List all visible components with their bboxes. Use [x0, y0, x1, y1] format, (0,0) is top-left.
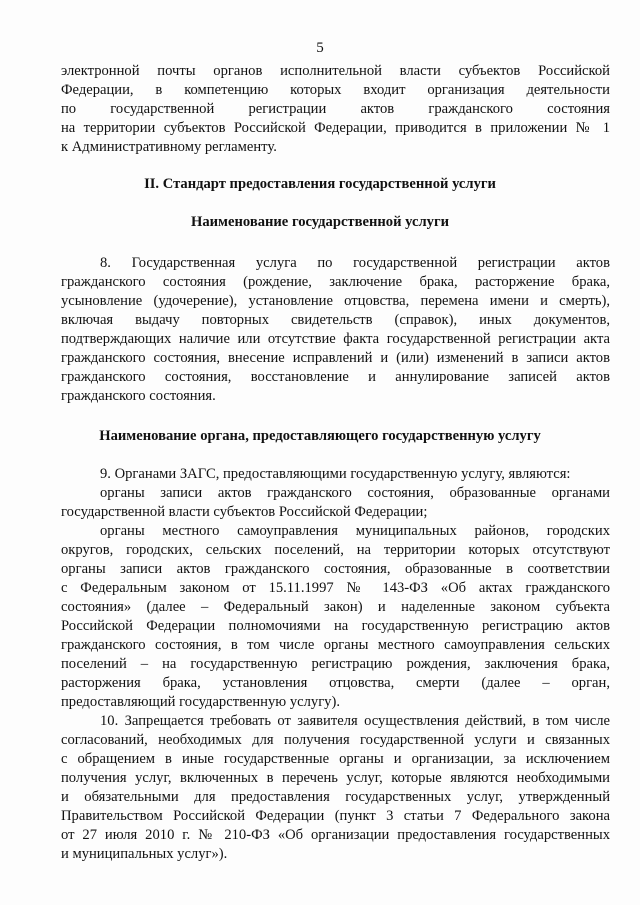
paragraph-8-line: гражданского состояния (рождение, заключение брака, расторжение брака, — [61, 274, 610, 290]
paragraph-9-item-b-line: предоставляющий государственную услугу). — [61, 694, 340, 710]
paragraph-10-line: согласований, необходимых для получения государственной услуги и связанных — [61, 732, 610, 748]
paragraph-9-item-b-line: состояния» (далее – Федеральный закон) и наделенные законом субъекта — [61, 599, 610, 615]
page-number: 5 — [316, 40, 324, 56]
paragraph-8-line: 8. Государственная услуга по государственной регистрации актов — [100, 255, 610, 271]
paragraph-8-line: подтверждающих наличие или отсутствие факта государственной регистрации акта — [61, 331, 610, 347]
paragraph-9-item-a-line: государственной власти субъектов Российской Федерации; — [61, 504, 428, 520]
paragraph-9-item-b-line: Российской Федерации полномочиями на государственную регистрацию актов — [61, 618, 610, 634]
paragraph-8-line: гражданского состояния, восстановление и аннулирование записей актов — [61, 369, 610, 385]
section-heading: II. Стандарт предоставления государственной услуги — [144, 176, 496, 192]
paragraph-9-item-b-line: гражданского состояния, в том числе органы местного самоуправления сельских — [61, 637, 610, 653]
subheading-service-name: Наименование государственной услуги — [191, 214, 449, 230]
paragraph-10-line: от 27 июля 2010 г. № 210-ФЗ «Об организации предоставления государственных — [61, 827, 610, 843]
paragraph-9-item-b-line: округов, городских, сельских поселений, на территории которых отсутствуют — [61, 542, 610, 558]
paragraph-10-line: получения услуг, включенных в перечень услуг, которые являются необходимыми — [61, 770, 610, 786]
subheading-organ: Наименование органа, предоставляющего государственную услугу — [99, 428, 541, 444]
paragraph-10-line: с обращением в иные государственные органы и организации, за исключением — [61, 751, 610, 767]
paragraph-9-item-b-line: расторжения брака, установления отцовства, смерти (далее – орган, — [61, 675, 610, 691]
paragraph-8-line: гражданского состояния, внесение исправлений и (или) изменений в записи актов — [61, 350, 610, 366]
paragraph-9-item-b-line: поселений – на государственную регистрацию рождения, заключения брака, — [61, 656, 610, 672]
text-line: электронной почты органов исполнительной власти субъектов Российской — [61, 63, 610, 79]
paragraph-8-line: включая выдачу повторных свидетельств (справок), иных документов, — [61, 312, 610, 328]
paragraph-10-line: и обязательными для предоставления государственных услуг, утвержденный — [61, 789, 610, 805]
paragraph-9-item-b-line: органы местного самоуправления муниципальных районов, городских — [100, 523, 610, 539]
paragraph-8-line: гражданского состояния. — [61, 388, 216, 404]
paragraph-9-item-a-line: органы записи актов гражданского состояния, образованные органами — [100, 485, 610, 501]
text-line: на территории субъектов Российской Федерации, приводится в приложении № 1 — [61, 120, 610, 136]
text-line: по государственной регистрации актов гражданского состояния — [61, 101, 610, 117]
text-line: Федерации, в компетенцию которых входит организация деятельности — [61, 82, 610, 98]
paragraph-9-item-b-line: с Федеральным законом от 15.11.1997 № 143-ФЗ «Об актах гражданского — [61, 580, 610, 596]
text-line: к Административному регламенту. — [61, 139, 277, 155]
paragraph-9-item-b-line: органы записи актов гражданского состояния, образованные в соответствии — [61, 561, 610, 577]
paragraph-10-line: 10. Запрещается требовать от заявителя осуществления действий, в том числе — [100, 713, 610, 729]
paragraph-8-line: усыновление (удочерение), установление отцовства, перемена имени и смерть), — [61, 293, 610, 309]
paragraph-10-line: и муниципальных услуг»). — [61, 846, 228, 862]
paragraph-10-line: Правительством Российской Федерации (пункт 3 статьи 7 Федерального закона — [61, 808, 610, 824]
paragraph-9-intro: 9. Органами ЗАГС, предоставляющими государственную услугу, являются: — [100, 466, 571, 482]
